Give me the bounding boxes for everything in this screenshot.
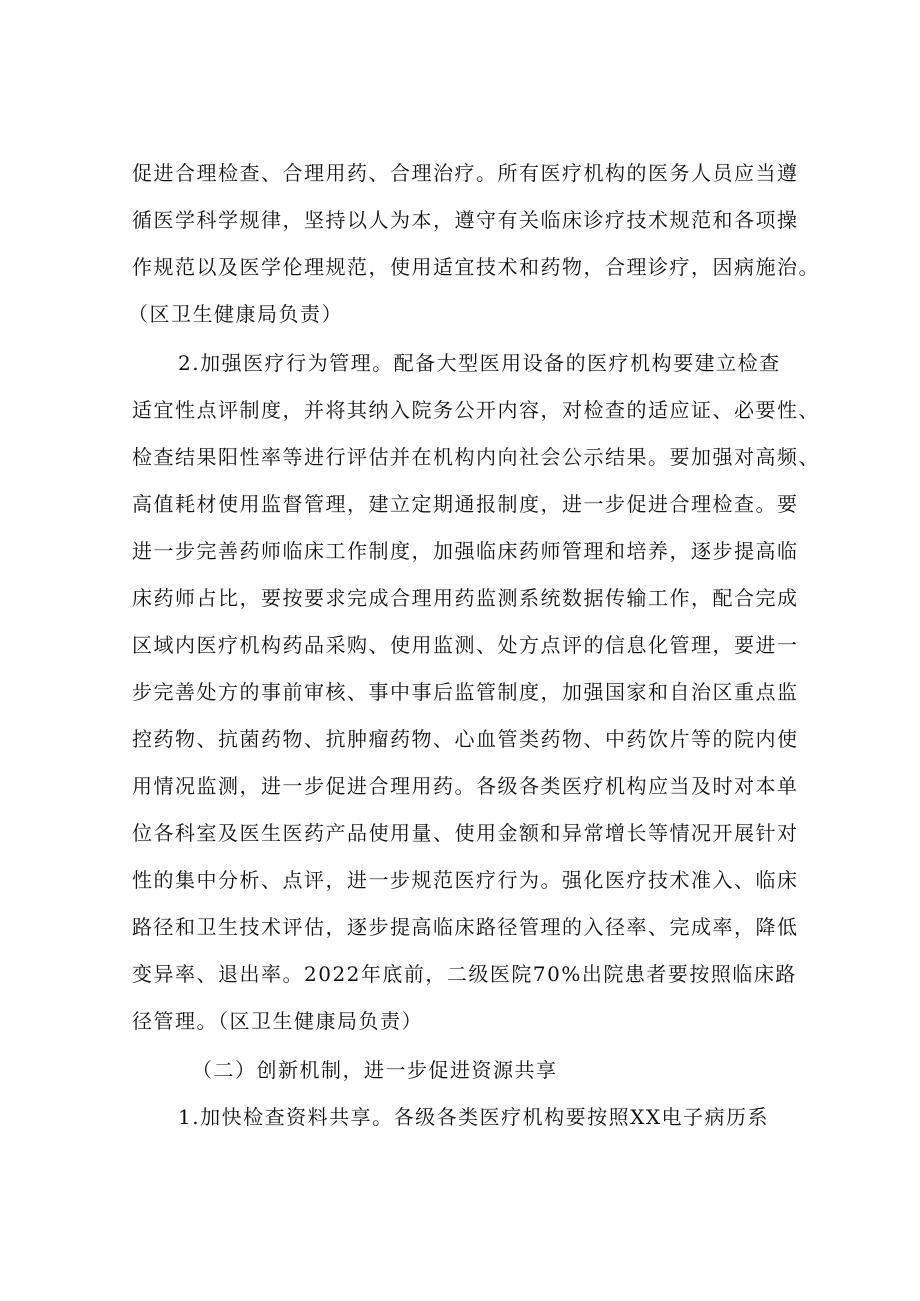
text-line: 高值耗材使用监督管理，建立定期通报制度，进一步促进合理检查。要 [132,492,799,516]
text-line: 检查结果阳性率等进行评估并在机构内向社会公示结果。要加强对高频、 [132,445,820,469]
text-line: 变异率、退出率。2022年底前，二级医院70%出院患者要按照临床路 [132,962,797,986]
text-line: 1.加快检查资料共享。各级各类医疗机构要按照XX电子病历系 [178,1105,770,1129]
text-line: 性的集中分析、点评，进一步规范医疗行为。强化医疗技术准入、临床 [132,868,799,892]
text-line: 2.加强医疗行为管理。配备大型医用设备的医疗机构要建立检查 [178,351,781,375]
text-line: 区域内医疗机构药品采购、使用监测、处方点评的信息化管理，要进一 [132,633,799,657]
text-line: 步完善处方的事前审核、事中事后监管制度，加强国家和自治区重点监 [132,680,799,704]
text-line: 进一步完善药师临床工作制度，加强临床药师管理和培养，逐步提高临 [132,539,799,563]
text-line: 路径和卫生技术评估，逐步提高临床路径管理的入径率、完成率，降低 [132,915,799,939]
text-line: 循医学科学规律，坚持以人为本，遵守有关临床诊疗技术规范和各项操 [132,208,799,232]
section-heading: （二）创新机制，进一步促进资源共享 [192,1058,558,1082]
text-line: 控药物、抗菌药物、抗肿瘤药物、心血管类药物、中药饮片等的院内使 [132,727,799,751]
text-line: （区卫生健康局负责） [128,302,343,326]
text-line: 作规范以及医学伦理规范，使用适宜技术和药物，合理诊疗，因病施治。 [132,255,820,279]
text-line: 位各科室及医生医药产品使用量、使用金额和异常增长等情况开展针对 [132,821,799,845]
text-line: 促进合理检查、合理用药、合理治疗。所有医疗机构的医务人员应当遵 [132,161,799,185]
text-line: 径管理。（区卫生健康局负责） [132,1009,423,1033]
text-line: 用情况监测，进一步促进合理用药。各级各类医疗机构应当及时对本单 [132,774,799,798]
text-line: 床药师占比，要按要求完成合理用药监测系统数据传输工作，配合完成 [132,586,799,610]
text-line: 适宜性点评制度，并将其纳入院务公开内容，对检查的适应证、必要性、 [132,398,820,422]
